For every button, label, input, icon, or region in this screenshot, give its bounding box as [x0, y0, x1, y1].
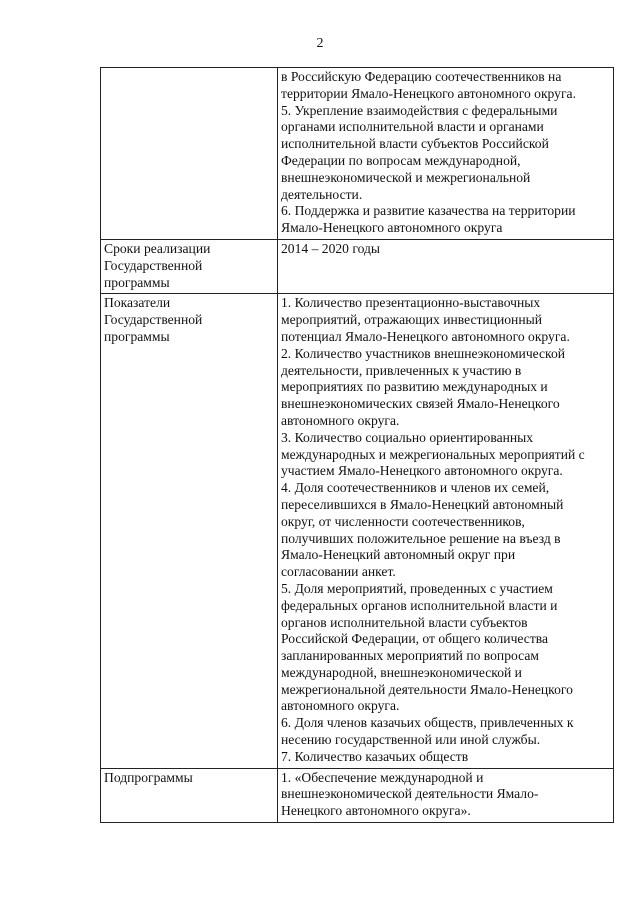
row-content-cell: [278, 239, 614, 293]
content-line: территории Ямало-Ненецкого автономного округа.: [281, 85, 576, 101]
content-line: мероприятий, отражающих инвестиционный: [281, 312, 543, 328]
row-content-cell: [278, 768, 614, 822]
content-line: федеральных органов исполнительной власти и: [281, 597, 558, 613]
table-row: [101, 239, 614, 293]
row-content-cell: [278, 68, 614, 240]
content-line: межрегиональной деятельности Ямало-Ненецкого: [281, 681, 573, 697]
content-line: органов исполнительной власти субъектов: [281, 614, 528, 630]
content-line: деятельности, привлеченных к участию в: [281, 362, 522, 378]
content-line: Федерации по вопросам международной,: [281, 152, 521, 168]
content-line: Российской Федерации, от общего количества: [281, 631, 549, 647]
content-line: согласовании анкет.: [281, 564, 396, 580]
content-line: 1. Количество презентационно-выставочных: [281, 295, 541, 311]
label-line: программы: [104, 328, 170, 344]
table-row: [101, 294, 614, 768]
page-number: 2: [316, 36, 324, 51]
content-line: запланированных мероприятий по вопросам: [281, 648, 539, 664]
content-line: переселившихся в Ямало-Ненецкий автономный: [281, 496, 564, 512]
row-label-cell: [101, 239, 278, 293]
content-line: внешнеэкономической и межрегиональной: [281, 169, 531, 185]
row-label-cell: [101, 294, 278, 768]
label-line: Государственной: [104, 257, 203, 273]
row-content-cell: [278, 294, 614, 768]
content-line: участием Ямало-Ненецкого автономного округа.: [281, 463, 563, 479]
label-line: программы: [104, 274, 170, 290]
content-line: 7. Количество казачьих обществ: [281, 748, 469, 764]
content-line: деятельности.: [281, 186, 363, 202]
content-line: международных и межрегиональных мероприятий с: [281, 446, 585, 462]
content-line: потенциал Ямало-Ненецкого автономного округа.: [281, 328, 570, 344]
content-line: Ямало-Ненецкий автономный округ при: [281, 547, 516, 563]
row-label-cell: [101, 68, 278, 240]
content-line: мероприятиях по развитию международных и: [281, 379, 548, 395]
content-line: 5. Доля мероприятий, проведенных с участием: [281, 580, 553, 596]
table-row: [101, 768, 614, 822]
content-line: органами исполнительной власти и органами: [281, 119, 544, 135]
table-row: [101, 68, 614, 240]
content-line: внешнеэкономической деятельности Ямало-: [281, 786, 539, 802]
content-line: 3. Количество социально ориентированных: [281, 429, 534, 445]
content-line: несению государственной или иной службы.: [281, 732, 541, 748]
content-line: автономного округа.: [281, 698, 400, 714]
content-line: 5. Укрепление взаимодействия с федеральными: [281, 102, 558, 118]
content-line: международной, внешнеэкономической и: [281, 664, 522, 680]
content-line: Ненецкого автономного округа».: [281, 803, 471, 819]
content-line: получивших положительное решение на въезд в: [281, 530, 561, 546]
label-line: Государственной: [104, 312, 203, 328]
row-label-cell: [101, 768, 278, 822]
content-line: в Российскую Федерацию соотечественников на: [281, 69, 562, 84]
label-line: Подпрограммы: [104, 769, 193, 785]
label-line: Показатели: [104, 295, 171, 311]
content-line: 2014 – 2020 годы: [281, 240, 381, 256]
content-line: 4. Доля соотечественников и членов их семей,: [281, 480, 550, 496]
content-line: округ, от численности соотечественников,: [281, 513, 525, 529]
content-line: 1. «Обеспечение международной и: [281, 769, 484, 785]
content-line: 2. Количество участников внешнеэкономической: [281, 345, 566, 361]
content-line: 6. Поддержка и развитие казачества на территории: [281, 203, 576, 219]
content-line: автономного округа.: [281, 412, 400, 428]
content-line: 6. Доля членов казачьих обществ, привлеченных к: [281, 715, 574, 731]
program-passport-table: [100, 67, 614, 823]
table-body: [101, 68, 614, 823]
content-line: внешнеэкономических связей Ямало-Ненецкого: [281, 396, 560, 412]
content-line: исполнительной власти субъектов Российской: [281, 136, 549, 152]
content-line: Ямало-Ненецкого автономного округа: [281, 220, 503, 236]
label-line: Сроки реализации: [104, 240, 211, 256]
